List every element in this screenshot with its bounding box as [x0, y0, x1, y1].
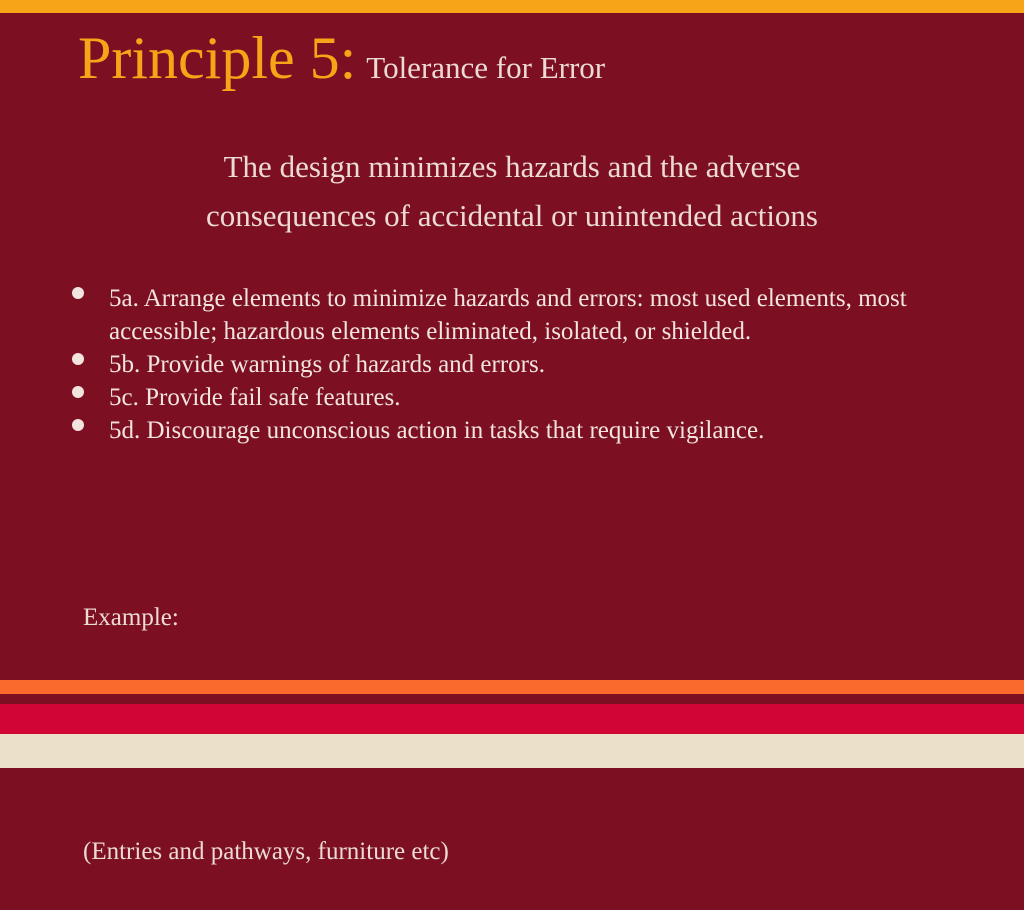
- guideline-list: [70, 282, 970, 447]
- bullet-dot-icon: [72, 386, 84, 398]
- bullet-dot-icon: [72, 353, 84, 365]
- guideline-item-5c: [70, 381, 970, 414]
- bottom-red-stripe: [0, 704, 1024, 734]
- guideline-item-5d: [70, 414, 970, 447]
- bottom-cream-stripe: [0, 734, 1024, 768]
- slide-title: [78, 25, 606, 91]
- top-accent-stripe: [0, 0, 1024, 13]
- guideline-text: 5d. Discourage unconscious action in tasks that require vigilance.: [109, 417, 765, 444]
- subtitle-line-2: consequences of accidental or unintended actions: [205, 198, 818, 233]
- guideline-item-5a: [70, 282, 970, 348]
- guideline-text: 5c. Provide fail safe features.: [109, 384, 401, 411]
- example-heading: Example:: [83, 604, 179, 631]
- bullet-dot-icon: [72, 287, 84, 299]
- example-line-2: (Entries and pathways, furniture etc): [83, 838, 449, 865]
- subtitle-line-1: The design minimizes hazards and the adverse: [223, 149, 801, 184]
- title-principle: Principle 5:: [78, 25, 357, 91]
- title-subject: Tolerance for Error: [366, 50, 606, 85]
- guideline-item-5b: [70, 348, 970, 381]
- bottom-dark-stripe: [0, 694, 1024, 704]
- bottom-orange-stripe: [0, 680, 1024, 694]
- bullet-dot-icon: [72, 419, 84, 431]
- slide-subtitle: [0, 142, 1024, 240]
- guideline-text: 5b. Provide warnings of hazards and errors.: [109, 351, 545, 378]
- guideline-text: 5a. Arrange elements to minimize hazards and errors: most used elements, most accessible; hazardous elements eliminated, isolated, or shielded.: [109, 285, 907, 345]
